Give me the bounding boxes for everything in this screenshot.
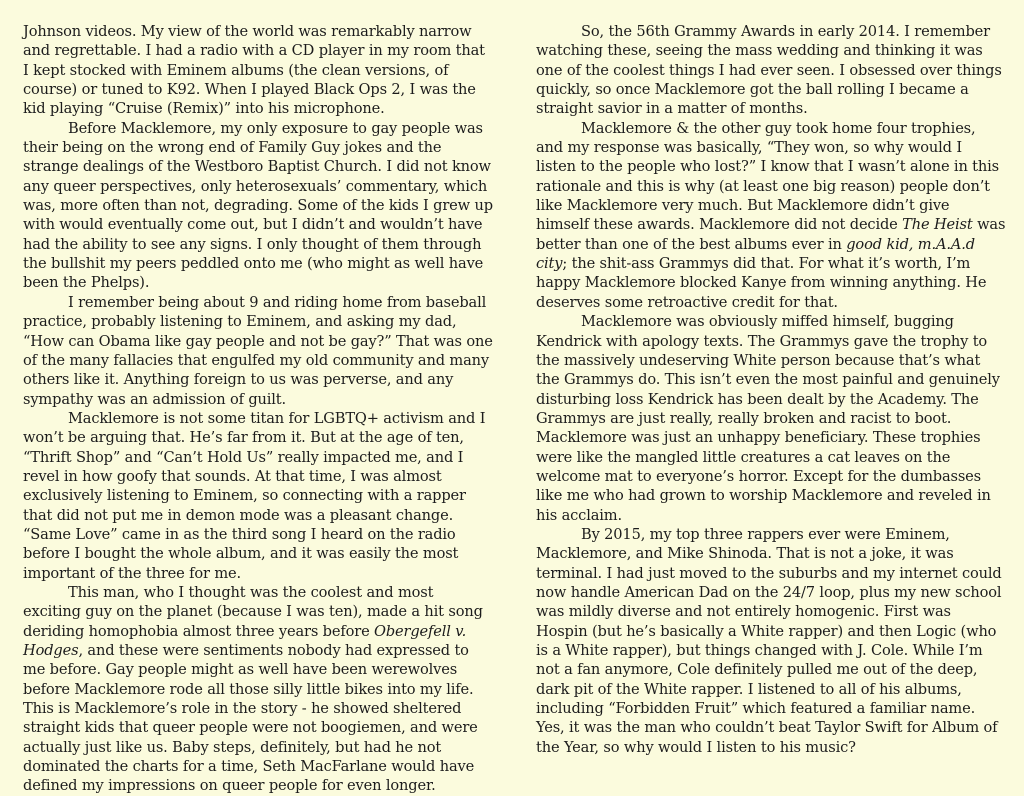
paragraph: By 2015, my top three rappers ever were Eminem, Macklemore, and Mike Shinoda. That is not a joke, it was terminal. I had just moved to the suburbs and my internet could now handle American Dad on the 24/7 loop, plus my new school was mildly diverse and not entirely homogenic. First was Hospin (but he’s basically a White rapper) and then Logic (who is a White rapper), but things changed with J. Cole. While I’m not a fan anymore, Cole definitely pulled me out of the deep, dark pit of the White rapper. I listened to all of his albums, including “Forbidden Fruit” which featured a familiar name. Yes, it was the man who couldn’t beat Taylor Swift for Album of the Year, so why would I listen to his music?	[536, 525, 1002, 756]
paragraph: Johnson videos. My view of the world was remarkably narrow and regrettable. I had a radio with a CD player in my room that I kept stocked with Eminem albums (the clean versions, of course) or tuned to K92. When I played Black Ops 2, I was the kid playing “Cruise (Remix)” into his microphone.	[23, 23, 485, 118]
paragraph	[23, 583, 493, 796]
text-run: This man, who I thought was the coolest and most exciting guy on the planet (because I was ten), made a hit song deriding homophobia almost three years before	[23, 583, 483, 640]
text-run: , and these were sentiments nobody had expressed to me before. Gay people might as well have been werewolves before Macklemore rode all those silly little bikes into my life. This is Macklemore’s role in the story - he showed sheltered straight kids that queer people were not boogiemen, and were actually just like us. Baby steps, definitely, but had he not dominated the charts for a time, Seth MacFarlane would have defined my impressions on queer people for even longer.	[23, 642, 478, 795]
paragraph: So, the 56th Grammy Awards in early 2014. I remember watching these, seeing the mass wedding and thinking it was one of the coolest things I had ever seen. I obsessed over things quickly, so once Macklemore got the ball rolling I became a straight savior in a matter of months.	[536, 23, 1002, 118]
italic-case-name: Obergefell v. Hodges	[23, 622, 467, 659]
text-run: Macklemore & the other guy took home four trophies, and my response was basically, “They won, so why would I listen to the people who lost?” I know that I wasn’t alone in this rationale and this is why (at least one big reason) people don’t like Macklemore very much. But Macklemore didn’t give himself these awards. Macklemore did not decide	[536, 119, 1000, 234]
paragraph: Macklemore is not some titan for LGBTQ+ activism and I won’t be arguing that. He’s far from it. But at the age of ten, “Thrift Shop” and “Can’t Hold Us” really impacted me, and I revel in how goofy that sounds. At that time, I was almost exclusively listening to Eminem, so connecting with a rapper that did not put me in demon mode was a pleasant change. “Same Love” came in as the third song I heard on the radio before I bought the whole album, and it was easily the most important of the three for me.	[23, 409, 486, 582]
italic-album-title: good kid, m.A.A.d city	[536, 235, 975, 273]
text-run: ; the shit-ass Grammys did that. For what it’s worth, I’m happy Macklemore blocked Kanye from winning anything. He deserves some retroactive credit for that.	[536, 255, 987, 311]
paragraph: I remember being about 9 and riding home from baseball practice, probably listening to Eminem, and asking my dad, “How can Obama like gay people and not be gay?” That was one of the many fallacies that engulfed my old community and many others like it. Anything foreign to us was perverse, and any sympathy was an admission of guilt.	[23, 293, 493, 408]
document-page	[0, 22, 1024, 795]
text-run: was better than one of the best albums ever in	[536, 216, 1006, 253]
italic-album-title: The Heist	[902, 216, 973, 234]
paragraph: Macklemore was obviously miffed himself, bugging Kendrick with apology texts. The Grammys gave the trophy to the massively undeserving White person because that’s what the Grammys do. This isn’t even the most painful and genuinely disturbing loss Kendrick has been dealt by the Academy. The Grammys are just really, really broken and racist to boot. Macklemore was just an unhappy beneficiary. These trophies were like the mangled little creatures a cat leaves on the welcome mat to everyone’s horror. Except for the dumbasses like me who had grown to worship Macklemore and reveled in his acclaim.	[536, 313, 1000, 524]
left-column	[23, 22, 493, 796]
right-column	[536, 22, 1006, 757]
paragraph: Before Macklemore, my only exposure to gay people was their being on the wrong end of Family Guy jokes and the strange dealings of the Westboro Baptist Church. I did not know any queer perspectives, only heterosexuals’ commentary, which was, more often than not, degrading. Some of the kids I grew up with would eventually come out, but I didn’t and wouldn’t have had the ability to see any signs. I only thought of them through the bullshit my peers peddled onto me (who might as well have been the Phelps).	[23, 119, 493, 292]
paragraph	[536, 119, 1006, 312]
